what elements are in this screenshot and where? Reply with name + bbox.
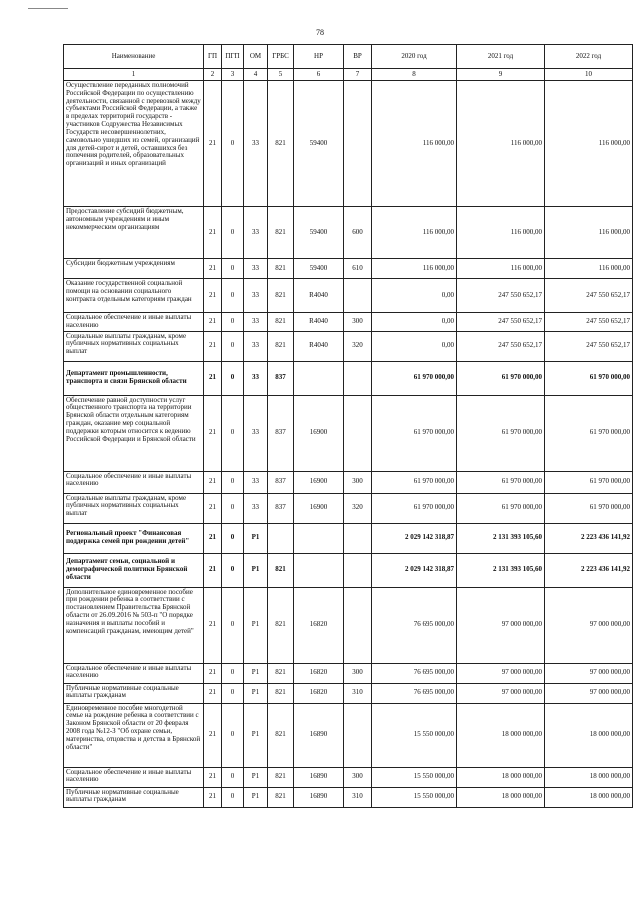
- row-value-cell: 0,00: [372, 313, 457, 332]
- row-value-cell: 247 550 652,17: [545, 279, 633, 313]
- row-value-cell: [344, 523, 372, 553]
- row-value-cell: 16890: [294, 787, 344, 807]
- row-value-cell: 247 550 652,17: [457, 279, 545, 313]
- column-header: ОМ: [244, 45, 268, 69]
- row-value-cell: 97 000 000,00: [457, 683, 545, 703]
- column-index: 5: [268, 69, 294, 81]
- row-value-cell: 821: [268, 259, 294, 279]
- row-value-cell: 21: [204, 279, 222, 313]
- table-row: [64, 471, 633, 493]
- row-name-cell: Публичные нормативные социальные выплаты гражданам: [64, 683, 204, 703]
- column-index-row: [64, 69, 633, 81]
- row-value-cell: 21: [204, 207, 222, 259]
- row-value-cell: 0: [222, 553, 244, 587]
- row-value-cell: 116 000,00: [372, 207, 457, 259]
- column-index: 10: [545, 69, 633, 81]
- column-index: 4: [244, 69, 268, 81]
- row-value-cell: P1: [244, 683, 268, 703]
- column-index: 1: [64, 69, 204, 81]
- column-header: НР: [294, 45, 344, 69]
- row-value-cell: 247 550 652,17: [457, 313, 545, 332]
- row-value-cell: P1: [244, 553, 268, 587]
- row-value-cell: 2 029 142 318,87: [372, 553, 457, 587]
- row-name-cell: Предоставление субсидий бюджетным, автономным учреждениям и иным некоммерческим организациям: [64, 207, 204, 259]
- row-name-cell: Социальные выплаты гражданам, кроме публичных нормативных социальных выплат: [64, 331, 204, 361]
- page-number: 78: [316, 28, 324, 37]
- row-value-cell: 33: [244, 471, 268, 493]
- row-value-cell: 821: [268, 279, 294, 313]
- row-value-cell: 33: [244, 313, 268, 332]
- column-header: ГП: [204, 45, 222, 69]
- row-value-cell: 59400: [294, 81, 344, 207]
- row-value-cell: 2 131 393 105,60: [457, 553, 545, 587]
- row-value-cell: 16900: [294, 493, 344, 523]
- row-name-cell: Осуществление переданных полномочий Российской Федерации по осуществлению деятельности, связанной с перевозкой между субъектами Российской Федерации, а также в пределах территорий государств - участников Содружества Независимых Государств несовершеннолетних, самовольно ушедших из семей, организаций для детей-сирот и детей, оставшихся без попечения родителей, образовательных организаций и иных организаций: [64, 81, 204, 207]
- table-row: [64, 587, 633, 663]
- table-row: [64, 81, 633, 207]
- row-value-cell: 0: [222, 279, 244, 313]
- row-value-cell: [344, 587, 372, 663]
- row-name-cell: Департамент семьи, социальной и демографической политики Брянской области: [64, 553, 204, 587]
- row-value-cell: 821: [268, 703, 294, 767]
- row-value-cell: 116 000,00: [545, 207, 633, 259]
- row-value-cell: 33: [244, 493, 268, 523]
- row-value-cell: [344, 553, 372, 587]
- row-value-cell: 61 970 000,00: [545, 395, 633, 471]
- row-value-cell: 2 223 436 141,92: [545, 553, 633, 587]
- row-value-cell: [344, 81, 372, 207]
- row-value-cell: 300: [344, 663, 372, 683]
- row-value-cell: 821: [268, 663, 294, 683]
- row-name-cell: Департамент промышленности, транспорта и связи Брянской области: [64, 361, 204, 395]
- row-name-cell: Единовременное пособие многодетной семье на рождение ребенка в соответствии с Законом Брянской области от 20 февраля 2008 года №12-З "Об охране семьи, материнства, отцовства и детства в Брянской области": [64, 703, 204, 767]
- column-index: 6: [294, 69, 344, 81]
- row-value-cell: 61 970 000,00: [457, 395, 545, 471]
- row-value-cell: 320: [344, 493, 372, 523]
- row-value-cell: 0: [222, 259, 244, 279]
- row-name-cell: Субсидии бюджетным учреждениям: [64, 259, 204, 279]
- row-value-cell: 18 000 000,00: [545, 787, 633, 807]
- row-value-cell: [344, 279, 372, 313]
- column-header: Наименование: [64, 45, 204, 69]
- row-value-cell: 821: [268, 767, 294, 787]
- row-value-cell: 0: [222, 81, 244, 207]
- row-value-cell: 33: [244, 207, 268, 259]
- row-value-cell: 33: [244, 361, 268, 395]
- column-index: 8: [372, 69, 457, 81]
- row-value-cell: 0: [222, 313, 244, 332]
- row-value-cell: 0,00: [372, 279, 457, 313]
- row-value-cell: P1: [244, 703, 268, 767]
- row-value-cell: 16900: [294, 471, 344, 493]
- row-value-cell: 116 000,00: [372, 81, 457, 207]
- row-value-cell: P1: [244, 787, 268, 807]
- table-row: [64, 767, 633, 787]
- column-header: ВР: [344, 45, 372, 69]
- row-value-cell: 97 000 000,00: [457, 663, 545, 683]
- table-row: [64, 787, 633, 807]
- row-value-cell: 247 550 652,17: [457, 331, 545, 361]
- row-value-cell: 61 970 000,00: [545, 361, 633, 395]
- row-value-cell: 0: [222, 787, 244, 807]
- row-value-cell: 33: [244, 395, 268, 471]
- row-value-cell: 16890: [294, 703, 344, 767]
- row-value-cell: 0: [222, 493, 244, 523]
- row-value-cell: 61 970 000,00: [457, 493, 545, 523]
- column-index: 9: [457, 69, 545, 81]
- budget-table: [63, 44, 633, 808]
- row-value-cell: 21: [204, 767, 222, 787]
- row-value-cell: 33: [244, 279, 268, 313]
- row-value-cell: 21: [204, 523, 222, 553]
- row-value-cell: 320: [344, 331, 372, 361]
- row-value-cell: 837: [268, 395, 294, 471]
- row-value-cell: 16900: [294, 395, 344, 471]
- row-value-cell: 76 695 000,00: [372, 683, 457, 703]
- table-row: [64, 259, 633, 279]
- top-rule: [28, 8, 68, 9]
- row-value-cell: 18 000 000,00: [545, 703, 633, 767]
- row-name-cell: Социальное обеспечение и иные выплаты населению: [64, 663, 204, 683]
- row-value-cell: 821: [268, 553, 294, 587]
- row-value-cell: 21: [204, 663, 222, 683]
- row-value-cell: 61 970 000,00: [545, 493, 633, 523]
- row-value-cell: 18 000 000,00: [457, 703, 545, 767]
- row-value-cell: 61 970 000,00: [372, 471, 457, 493]
- table-row: [64, 361, 633, 395]
- row-value-cell: 15 550 000,00: [372, 787, 457, 807]
- row-value-cell: 61 970 000,00: [372, 493, 457, 523]
- table-row: [64, 493, 633, 523]
- row-value-cell: 16820: [294, 587, 344, 663]
- row-name-cell: Социальное обеспечение и иные выплаты населению: [64, 471, 204, 493]
- table-body: [64, 81, 633, 808]
- row-value-cell: 837: [268, 361, 294, 395]
- row-value-cell: 2 223 436 141,92: [545, 523, 633, 553]
- row-value-cell: 21: [204, 787, 222, 807]
- row-value-cell: 116 000,00: [372, 259, 457, 279]
- row-value-cell: 821: [268, 683, 294, 703]
- row-value-cell: 0: [222, 361, 244, 395]
- row-value-cell: 61 970 000,00: [372, 361, 457, 395]
- row-name-cell: Социальное обеспечение и иные выплаты населению: [64, 313, 204, 332]
- row-name-cell: Социальное обеспечение и иные выплаты населению: [64, 767, 204, 787]
- table-row: [64, 313, 633, 332]
- row-value-cell: [344, 703, 372, 767]
- row-value-cell: 59400: [294, 259, 344, 279]
- row-value-cell: 21: [204, 553, 222, 587]
- row-value-cell: 21: [204, 313, 222, 332]
- row-value-cell: 821: [268, 587, 294, 663]
- row-name-cell: Дополнительное единовременное пособие при рождении ребенка в соответствии с постановлением Правительства Брянской области от 26.09.2016 № 503-п "О порядке назначения и выплаты пособий и компенсаций гражданам, имеющим детей": [64, 587, 204, 663]
- column-header: 2021 год: [457, 45, 545, 69]
- row-value-cell: 21: [204, 259, 222, 279]
- row-value-cell: 21: [204, 683, 222, 703]
- row-value-cell: [294, 361, 344, 395]
- row-value-cell: 21: [204, 471, 222, 493]
- column-header: 2022 год: [545, 45, 633, 69]
- row-value-cell: 21: [204, 395, 222, 471]
- column-header: ГРБС: [268, 45, 294, 69]
- row-value-cell: 2 131 393 105,60: [457, 523, 545, 553]
- table-row: [64, 207, 633, 259]
- column-header: ПГП: [222, 45, 244, 69]
- row-value-cell: 61 970 000,00: [372, 395, 457, 471]
- row-value-cell: 21: [204, 331, 222, 361]
- row-value-cell: 97 000 000,00: [457, 587, 545, 663]
- row-name-cell: Региональный проект "Финансовая поддержка семей при рождении детей": [64, 523, 204, 553]
- row-value-cell: [344, 361, 372, 395]
- row-value-cell: 33: [244, 331, 268, 361]
- row-value-cell: 116 000,00: [457, 259, 545, 279]
- table-row: [64, 395, 633, 471]
- row-value-cell: 116 000,00: [545, 259, 633, 279]
- row-value-cell: 0,00: [372, 331, 457, 361]
- table-row: [64, 663, 633, 683]
- row-name-cell: Оказание государственной социальной помощи на основании социального контракта отдельным категориям граждан: [64, 279, 204, 313]
- row-value-cell: P1: [244, 523, 268, 553]
- row-value-cell: 310: [344, 683, 372, 703]
- table-row: [64, 523, 633, 553]
- table-row: [64, 703, 633, 767]
- row-value-cell: 0: [222, 683, 244, 703]
- row-value-cell: 0: [222, 703, 244, 767]
- row-value-cell: 837: [268, 493, 294, 523]
- row-value-cell: [344, 395, 372, 471]
- row-value-cell: 0: [222, 395, 244, 471]
- row-value-cell: 21: [204, 587, 222, 663]
- row-value-cell: 0: [222, 207, 244, 259]
- row-value-cell: 821: [268, 313, 294, 332]
- row-value-cell: P1: [244, 767, 268, 787]
- row-value-cell: 18 000 000,00: [457, 767, 545, 787]
- row-value-cell: 21: [204, 81, 222, 207]
- row-value-cell: 33: [244, 81, 268, 207]
- row-value-cell: 837: [268, 471, 294, 493]
- row-value-cell: 2 029 142 318,87: [372, 523, 457, 553]
- row-value-cell: 821: [268, 81, 294, 207]
- row-value-cell: [268, 523, 294, 553]
- table-row: [64, 553, 633, 587]
- row-value-cell: 821: [268, 207, 294, 259]
- row-value-cell: [294, 523, 344, 553]
- row-name-cell: Обеспечение равной доступности услуг общественного транспорта на территории Брянской области отдельным категориям граждан, оказание мер социальной поддержки которым относится к ведению Российской Федерации и Брянской области: [64, 395, 204, 471]
- row-value-cell: 300: [344, 471, 372, 493]
- table-row: [64, 683, 633, 703]
- row-value-cell: 97 000 000,00: [545, 663, 633, 683]
- row-value-cell: 300: [344, 313, 372, 332]
- row-value-cell: 0: [222, 471, 244, 493]
- row-value-cell: 18 000 000,00: [457, 787, 545, 807]
- row-value-cell: 97 000 000,00: [545, 683, 633, 703]
- row-value-cell: 116 000,00: [457, 207, 545, 259]
- row-value-cell: 21: [204, 361, 222, 395]
- row-name-cell: Социальные выплаты гражданам, кроме публичных нормативных социальных выплат: [64, 493, 204, 523]
- row-value-cell: 76 695 000,00: [372, 663, 457, 683]
- row-value-cell: R4040: [294, 331, 344, 361]
- row-value-cell: 33: [244, 259, 268, 279]
- row-value-cell: 16820: [294, 663, 344, 683]
- row-value-cell: 15 550 000,00: [372, 703, 457, 767]
- row-value-cell: 61 970 000,00: [457, 361, 545, 395]
- row-value-cell: 821: [268, 787, 294, 807]
- row-value-cell: R4040: [294, 279, 344, 313]
- row-value-cell: 0: [222, 663, 244, 683]
- row-value-cell: 18 000 000,00: [545, 767, 633, 787]
- column-index: 3: [222, 69, 244, 81]
- row-value-cell: 16890: [294, 767, 344, 787]
- row-value-cell: 61 970 000,00: [457, 471, 545, 493]
- row-value-cell: 116 000,00: [545, 81, 633, 207]
- row-value-cell: 61 970 000,00: [545, 471, 633, 493]
- row-value-cell: [294, 553, 344, 587]
- row-value-cell: 0: [222, 767, 244, 787]
- row-value-cell: 0: [222, 587, 244, 663]
- row-value-cell: 97 000 000,00: [545, 587, 633, 663]
- row-value-cell: 821: [268, 331, 294, 361]
- table-row: [64, 279, 633, 313]
- row-value-cell: 300: [344, 767, 372, 787]
- row-value-cell: 76 695 000,00: [372, 587, 457, 663]
- row-value-cell: 21: [204, 703, 222, 767]
- row-name-cell: Публичные нормативные социальные выплаты гражданам: [64, 787, 204, 807]
- row-value-cell: 247 550 652,17: [545, 313, 633, 332]
- row-value-cell: 600: [344, 207, 372, 259]
- table-row: [64, 331, 633, 361]
- row-value-cell: 16820: [294, 683, 344, 703]
- row-value-cell: 116 000,00: [457, 81, 545, 207]
- row-value-cell: P1: [244, 663, 268, 683]
- row-value-cell: 247 550 652,17: [545, 331, 633, 361]
- column-index: 7: [344, 69, 372, 81]
- row-value-cell: 310: [344, 787, 372, 807]
- row-value-cell: P1: [244, 587, 268, 663]
- header-row: [64, 45, 633, 69]
- column-header: 2020 год: [372, 45, 457, 69]
- row-value-cell: 610: [344, 259, 372, 279]
- row-value-cell: 15 550 000,00: [372, 767, 457, 787]
- row-value-cell: 0: [222, 523, 244, 553]
- row-value-cell: R4040: [294, 313, 344, 332]
- column-index: 2: [204, 69, 222, 81]
- row-value-cell: 59400: [294, 207, 344, 259]
- row-value-cell: 21: [204, 493, 222, 523]
- row-value-cell: 0: [222, 331, 244, 361]
